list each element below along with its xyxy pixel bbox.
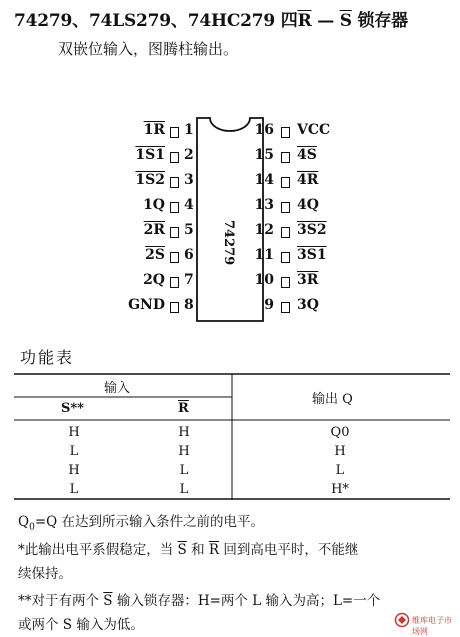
table-cell-q: L (335, 463, 345, 478)
pin-num-left-4: 4 (184, 197, 194, 213)
pin-name-left-8: GND (128, 297, 165, 313)
function-table-title: 功能表 (20, 348, 75, 367)
table-cell-s: H (68, 425, 80, 440)
pin-name-left-3: 1S2 (135, 172, 165, 188)
note-two-s-cont: 或两个 S 输入为低。 (18, 617, 144, 633)
pin-name-right-10: 3R (297, 272, 319, 288)
table-cell-s: L (69, 444, 79, 459)
pin-name-right-14: 4R (297, 172, 319, 188)
title-part-2: 锁存器 (351, 11, 408, 31)
note-q0-text: =Q 在达到所示输入条件之前的电平。 (34, 514, 264, 530)
note-unstable-cont: 续保持。 (18, 566, 72, 582)
watermark-logo (394, 610, 456, 636)
note-unstable-r: $\overline{R}$ (208, 542, 220, 558)
col-r-header: $\overline{R}$ (178, 401, 189, 416)
table-cell-s: H (68, 463, 80, 478)
table-cell-q: H* (331, 482, 349, 497)
note-q0-sub: 0 (29, 522, 35, 533)
pin-num-right-16: 16 (254, 122, 274, 138)
pin-num-right-10: 10 (254, 272, 274, 288)
watermark-icon (394, 612, 410, 628)
pin-name-right-15: 4S (297, 147, 317, 163)
pin-num-right-12: 12 (254, 222, 274, 238)
pin-num-left-7: 7 (184, 272, 194, 288)
pin-num-left-8: 8 (184, 297, 194, 313)
pin-name-right-16: VCC (297, 122, 331, 138)
title-dash: — (311, 11, 340, 31)
pin-name-left-6: 2S (145, 247, 165, 263)
note-unstable-a: *此输出电平系假稳定，当 (18, 542, 178, 558)
table-cell-s: L (69, 482, 79, 497)
function-table (14, 373, 450, 500)
pin-name-right-11: 3S1 (297, 247, 327, 263)
pin-box-right-10 (281, 277, 290, 288)
table-cell-r: H (178, 425, 190, 440)
pin-box-right-13 (281, 202, 290, 213)
note-q0 (18, 510, 264, 533)
table-cell-q: H (334, 444, 346, 459)
pin-box-right-16 (281, 127, 290, 138)
pin-num-left-3: 3 (184, 172, 194, 188)
note-unstable-s: $\overline{S}$ (177, 542, 187, 558)
pin-box-left-6 (170, 252, 179, 263)
pin-num-left-2: 2 (184, 147, 194, 163)
pin-box-left-7 (170, 277, 179, 288)
pin-box-right-15 (281, 152, 290, 163)
note-unstable (18, 538, 358, 558)
note-q0-q: Q (18, 514, 30, 530)
watermark-text: 维库电子市场网 (412, 616, 452, 636)
pin-name-right-12: 3S2 (297, 222, 327, 238)
note-unstable-b: 回到高电平时，不能继 (219, 542, 359, 558)
output-header: 输出 Q (312, 392, 353, 407)
pin-name-left-4: 1Q (143, 197, 165, 213)
pin-num-left-1: 1 (184, 122, 194, 138)
subtitle: 双嵌位输入，图腾柱输出。 (58, 40, 239, 58)
note-two-s-a: **对于有两个 (18, 593, 104, 609)
ic-label: 74279 (221, 220, 236, 266)
pin-num-right-11: 11 (254, 247, 274, 263)
input-header: 输入 (104, 381, 131, 396)
note-two-s-b: 输入锁存器：H=两个 L 输入为高；L=一个 (112, 593, 381, 609)
title-part-1: 74279、74LS279、74HC279 四 (14, 11, 298, 31)
pin-box-left-4 (170, 202, 179, 213)
pin-name-left-1: 1R (143, 122, 165, 138)
table-cell-r: H (178, 444, 190, 459)
pin-name-right-13: 4Q (297, 197, 319, 213)
table-cell-r: L (179, 463, 189, 478)
table-cell-r: L (179, 482, 189, 497)
pin-name-left-2: 1S1 (135, 147, 165, 163)
pin-name-left-5: 2R (143, 222, 165, 238)
pin-box-right-14 (281, 177, 290, 188)
col-s-header: S** (61, 401, 84, 416)
pin-name-left-7: 2Q (143, 272, 165, 288)
pin-num-right-9: 9 (264, 297, 274, 313)
pin-box-left-3 (170, 177, 179, 188)
note-two-s-s: $\overline{S}$ (103, 593, 113, 609)
pin-num-left-6: 6 (184, 247, 194, 263)
pin-box-left-1 (170, 127, 179, 138)
table-cell-q: Q0 (330, 425, 350, 440)
pin-num-right-14: 14 (254, 172, 274, 188)
pin-box-right-12 (281, 227, 290, 238)
pin-num-right-15: 15 (254, 147, 274, 163)
note-unstable-and: 和 (186, 542, 209, 558)
pin-num-right-13: 13 (254, 197, 274, 213)
pin-box-left-5 (170, 227, 179, 238)
pin-box-right-11 (281, 252, 290, 263)
pin-box-left-8 (170, 302, 179, 313)
pin-box-right-9 (281, 302, 290, 313)
pin-name-right-9: 3Q (297, 297, 319, 313)
title-s-overbar: $\overline{S}$ (339, 11, 352, 31)
pin-box-left-2 (170, 152, 179, 163)
pin-num-left-5: 5 (184, 222, 194, 238)
title-r-overbar: $\overline{R}$ (297, 11, 312, 31)
note-two-s (18, 589, 380, 609)
